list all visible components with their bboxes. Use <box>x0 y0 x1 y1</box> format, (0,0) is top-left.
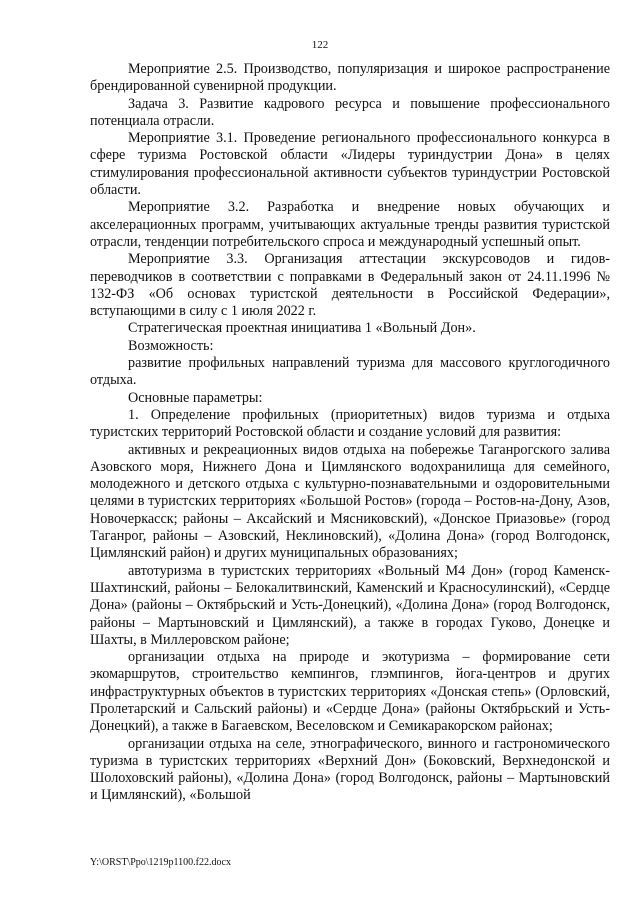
paragraph-autotourism: автотуризма в туристских территориях «Вольный М4 Дон» (город Каменск-Шахтинский, районы – Белокалитвинский, Каменский и Красносулинский), «Сердце Дона» (районы – Октябрьский и Усть-Донецкий), «Долина Дона» (город Волгодонск, районы – Мартыновский и Цимлянский), а также в городах Гуково, Донецке и Шахты, в Миллеровском районе; <box>90 562 610 648</box>
paragraph-event-3-2: Мероприятие 3.2. Разработка и внедрение новых обучающих и акселерационных программ, учитывающих актуальные тренды развития туристской отрасли, тенденции потребительского спроса и международный успешный опыт. <box>90 199 610 250</box>
paragraph-task-3: Задача 3. Развитие кадрового ресурса и повышение профессионального потенциала отрасли. <box>90 95 610 129</box>
paragraph-param-1: 1. Определение профильных (приоритетных) видов туризма и отдыха туристских территорий Ростовской области и создание условий для развития: <box>90 406 610 441</box>
paragraph-active-recreation: активных и рекреационных видов отдыха на побережье Таганрогского залива Азовского моря, Нижнего Дона и Цимлянского водохранилища для семейного, молодежного и детского отдыха с культурно-познавательными и оздоровительными целями в туристских территориях «Большой Ростов» (города – Ростов-на-Дону, Азов, Новочеркасск; районы – Аксайский и Мясниковский), «Донское Приазовье» (город Таганрог, районы – Азовский, Неклиновский), «Долина Дона» (город Волгодонск, Цимлянский район) и других муниципальных образованиях; <box>90 441 610 562</box>
paragraph-nature-recreation: организации отдыха на природе и экотуризма – формирование сети экомаршрутов, строительство кемпингов, глэмпингов, йога-центров и других инфраструктурных объектов в туристских территориях «Донская степь» (Орловский, Пролетарский и Сальский районы) и «Сердце Дона» (районы Октябрьский и Усть-Донецкий), а также в Багаевском, Веселовском и Семикаракорском районах; <box>90 649 610 735</box>
paragraph-params-label: Основные параметры: <box>128 389 263 406</box>
page-number: 122 <box>311 39 329 51</box>
paragraph-opportunity-label: Возможность: <box>128 337 214 354</box>
paragraph-initiative-1: Стратегическая проектная инициатива 1 «Вольный Дон». <box>128 320 476 337</box>
paragraph-event-3-1: Мероприятие 3.1. Проведение регионального профессионального конкурса в сфере туризма Ростовской области «Лидеры туриндустрии Дона» в целях стимулирования профессиональной активности субъектов туриндустрии Ростовской области. <box>90 130 610 199</box>
file-path-footer: Y:\ORST\Ppo\1219p1100.f22.docx <box>90 857 231 868</box>
paragraph-event-2-5: Мероприятие 2.5. Производство, популяризация и широкое распространение брендированной сувенирной продукции. <box>90 61 610 95</box>
paragraph-opportunity-text: развитие профильных направлений туризма для массового круглогодичного отдыха. <box>90 355 610 389</box>
document-body <box>90 61 610 805</box>
paragraph-rural-recreation: организации отдыха на селе, этнографического, винного и гастрономического туризма в туристских территориях «Верхний Дон» (Боковский, Верхнедонской и Шолоховский районы), «Долина Дона» (город Волгодонск, районы – Мартыновский и Цимлянский), «Большой <box>90 735 610 804</box>
paragraph-event-3-3: Мероприятие 3.3. Организация аттестации экскурсоводов и гидов-переводчиков в соответствии с поправками в Федеральный закон от 24.11.1996 № 132-ФЗ «Об основах туристской деятельности в Российской Федерации», вступающими в силу с 1 июля 2022 г. <box>90 251 610 320</box>
